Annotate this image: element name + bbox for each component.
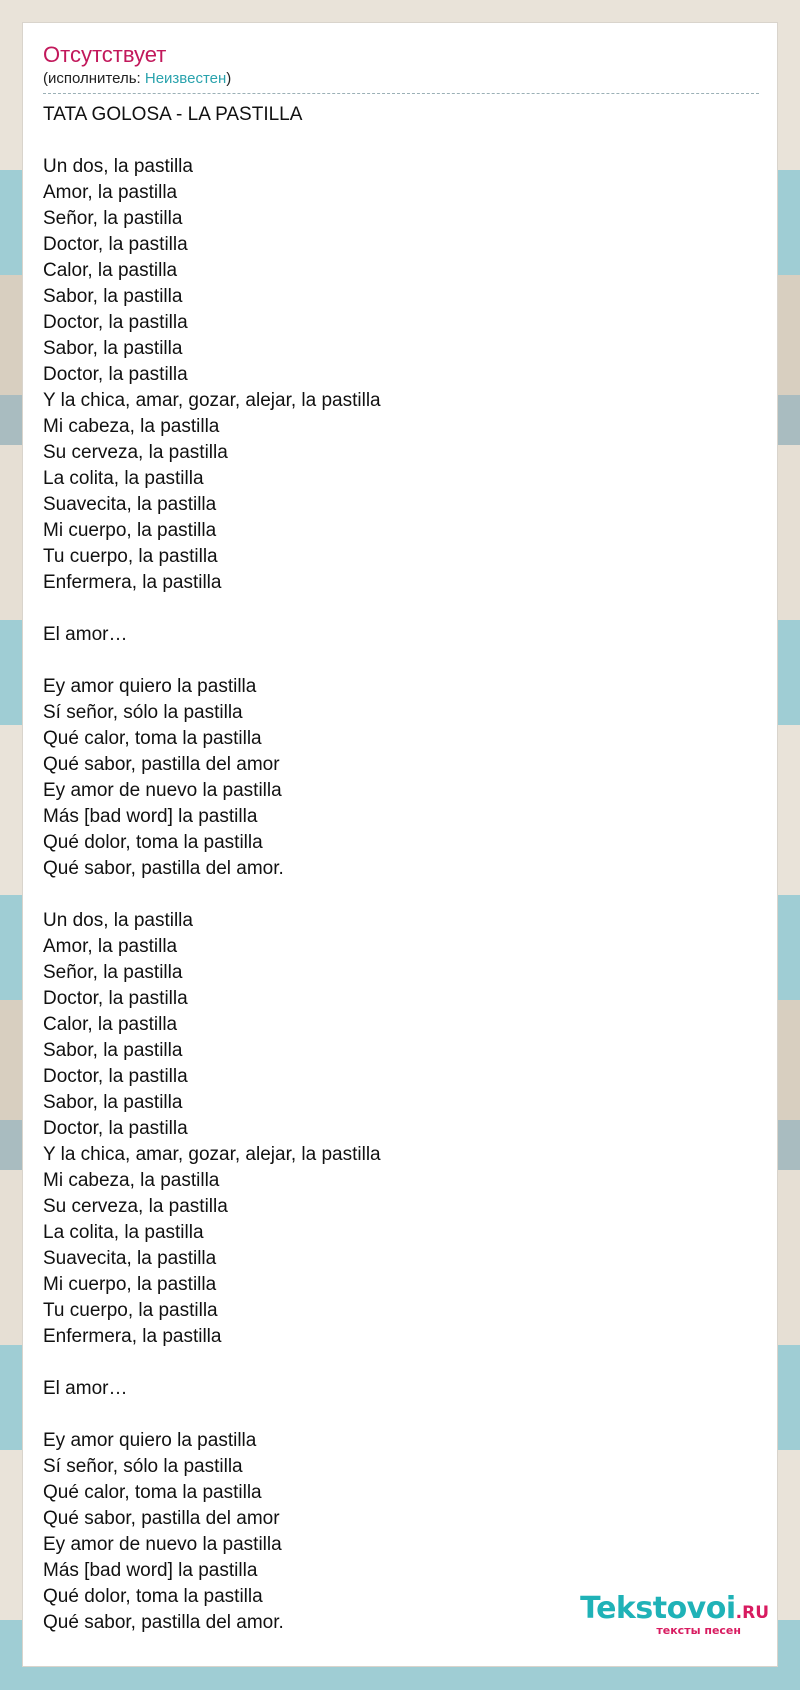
- lyrics-line: Y la chica, amar, gozar, alejar, la pastilla: [43, 390, 381, 411]
- lyrics-line: Sí señor, sólo la pastilla: [43, 1456, 243, 1477]
- lyrics-line: Qué sabor, pastilla del amor.: [43, 1612, 284, 1633]
- lyrics-line: Enfermera, la pastilla: [43, 572, 222, 593]
- lyrics-line: Sabor, la pastilla: [43, 338, 183, 359]
- lyrics-line: Ey amor de nuevo la pastilla: [43, 1534, 282, 1555]
- lyrics-line: El amor…: [43, 624, 128, 645]
- lyrics-line: Doctor, la pastilla: [43, 1066, 188, 1087]
- lyrics-line: Qué dolor, toma la pastilla: [43, 832, 263, 853]
- lyrics-line: Tu cuerpo, la pastilla: [43, 1300, 218, 1321]
- logo-tagline: тексты песен: [656, 1624, 741, 1637]
- lyrics-line: Doctor, la pastilla: [43, 312, 188, 333]
- lyrics-line: Doctor, la pastilla: [43, 234, 188, 255]
- lyrics-blank-line: [43, 882, 759, 908]
- lyrics-line: Qué sabor, pastilla del amor.: [43, 858, 284, 879]
- lyrics-line: Y la chica, amar, gozar, alejar, la pastilla: [43, 1144, 381, 1165]
- lyrics-line: La colita, la pastilla: [43, 1222, 204, 1243]
- lyrics-line: TATA GOLOSA - LA PASTILLA: [43, 104, 303, 125]
- lyrics-line: Más [bad word] la pastilla: [43, 806, 258, 827]
- artist-link[interactable]: Неизвестен: [144, 70, 227, 87]
- lyrics-blank-line: [43, 1402, 759, 1428]
- lyrics-line: Un dos, la pastilla: [43, 156, 193, 177]
- lyrics-blank-line: [43, 596, 759, 622]
- lyrics-line: Sabor, la pastilla: [43, 286, 183, 307]
- lyrics-line: Doctor, la pastilla: [43, 364, 188, 385]
- lyrics-line: Sabor, la pastilla: [43, 1040, 183, 1061]
- lyrics-line: El amor…: [43, 1378, 128, 1399]
- lyrics-line: Ey amor de nuevo la pastilla: [43, 780, 282, 801]
- lyrics-line: Mi cuerpo, la pastilla: [43, 1274, 217, 1295]
- lyrics-line: Calor, la pastilla: [43, 1014, 178, 1035]
- lyrics-line: Más [bad word] la pastilla: [43, 1560, 258, 1581]
- lyrics-line: Sabor, la pastilla: [43, 1092, 183, 1113]
- lyrics-line: Mi cabeza, la pastilla: [43, 416, 220, 437]
- artist-prefix: (исполнитель:: [43, 70, 145, 87]
- lyrics-line: Qué sabor, pastilla del amor: [43, 754, 280, 775]
- lyrics-line: Ey amor quiero la pastilla: [43, 1430, 257, 1451]
- site-logo[interactable]: [580, 1591, 769, 1637]
- lyrics-line: Amor, la pastilla: [43, 182, 178, 203]
- lyrics-line: Tu cuerpo, la pastilla: [43, 546, 218, 567]
- lyrics-line: Su cerveza, la pastilla: [43, 442, 228, 463]
- lyrics-line: Calor, la pastilla: [43, 260, 178, 281]
- lyrics-line: Doctor, la pastilla: [43, 988, 188, 1009]
- lyrics-line: Qué dolor, toma la pastilla: [43, 1586, 263, 1607]
- lyrics-line: Ey amor quiero la pastilla: [43, 676, 257, 697]
- lyrics-line: Amor, la pastilla: [43, 936, 178, 957]
- logo-tld: .RU: [735, 1603, 769, 1623]
- lyrics-line: Sí señor, sólo la pastilla: [43, 702, 243, 723]
- lyrics-line: Suavecita, la pastilla: [43, 494, 217, 515]
- lyrics-line: Qué sabor, pastilla del amor: [43, 1508, 280, 1529]
- lyrics-blank-line: [43, 1350, 759, 1376]
- lyrics-line: Qué calor, toma la pastilla: [43, 728, 262, 749]
- lyrics-line: Qué calor, toma la pastilla: [43, 1482, 262, 1503]
- lyrics-line: Señor, la pastilla: [43, 962, 183, 983]
- artist-suffix: ): [226, 70, 232, 87]
- lyrics-line: Su cerveza, la pastilla: [43, 1196, 228, 1217]
- artist-line: [43, 69, 759, 94]
- song-title: Отсутствует: [43, 42, 167, 67]
- lyrics-line: Señor, la pastilla: [43, 208, 183, 229]
- lyrics-line: Un dos, la pastilla: [43, 910, 193, 931]
- lyrics-blank-line: [43, 128, 759, 154]
- lyrics-blank-line: [43, 648, 759, 674]
- logo-name: Tekstovoi: [580, 1591, 736, 1626]
- lyrics-text: [43, 102, 759, 1636]
- lyrics-line: La colita, la pastilla: [43, 468, 204, 489]
- lyrics-line: Mi cabeza, la pastilla: [43, 1170, 220, 1191]
- lyrics-line: Suavecita, la pastilla: [43, 1248, 217, 1269]
- lyrics-content: [43, 41, 759, 1636]
- lyrics-line: Mi cuerpo, la pastilla: [43, 520, 217, 541]
- lyrics-card: [22, 22, 778, 1667]
- lyrics-line: Doctor, la pastilla: [43, 1118, 188, 1139]
- lyrics-line: Enfermera, la pastilla: [43, 1326, 222, 1347]
